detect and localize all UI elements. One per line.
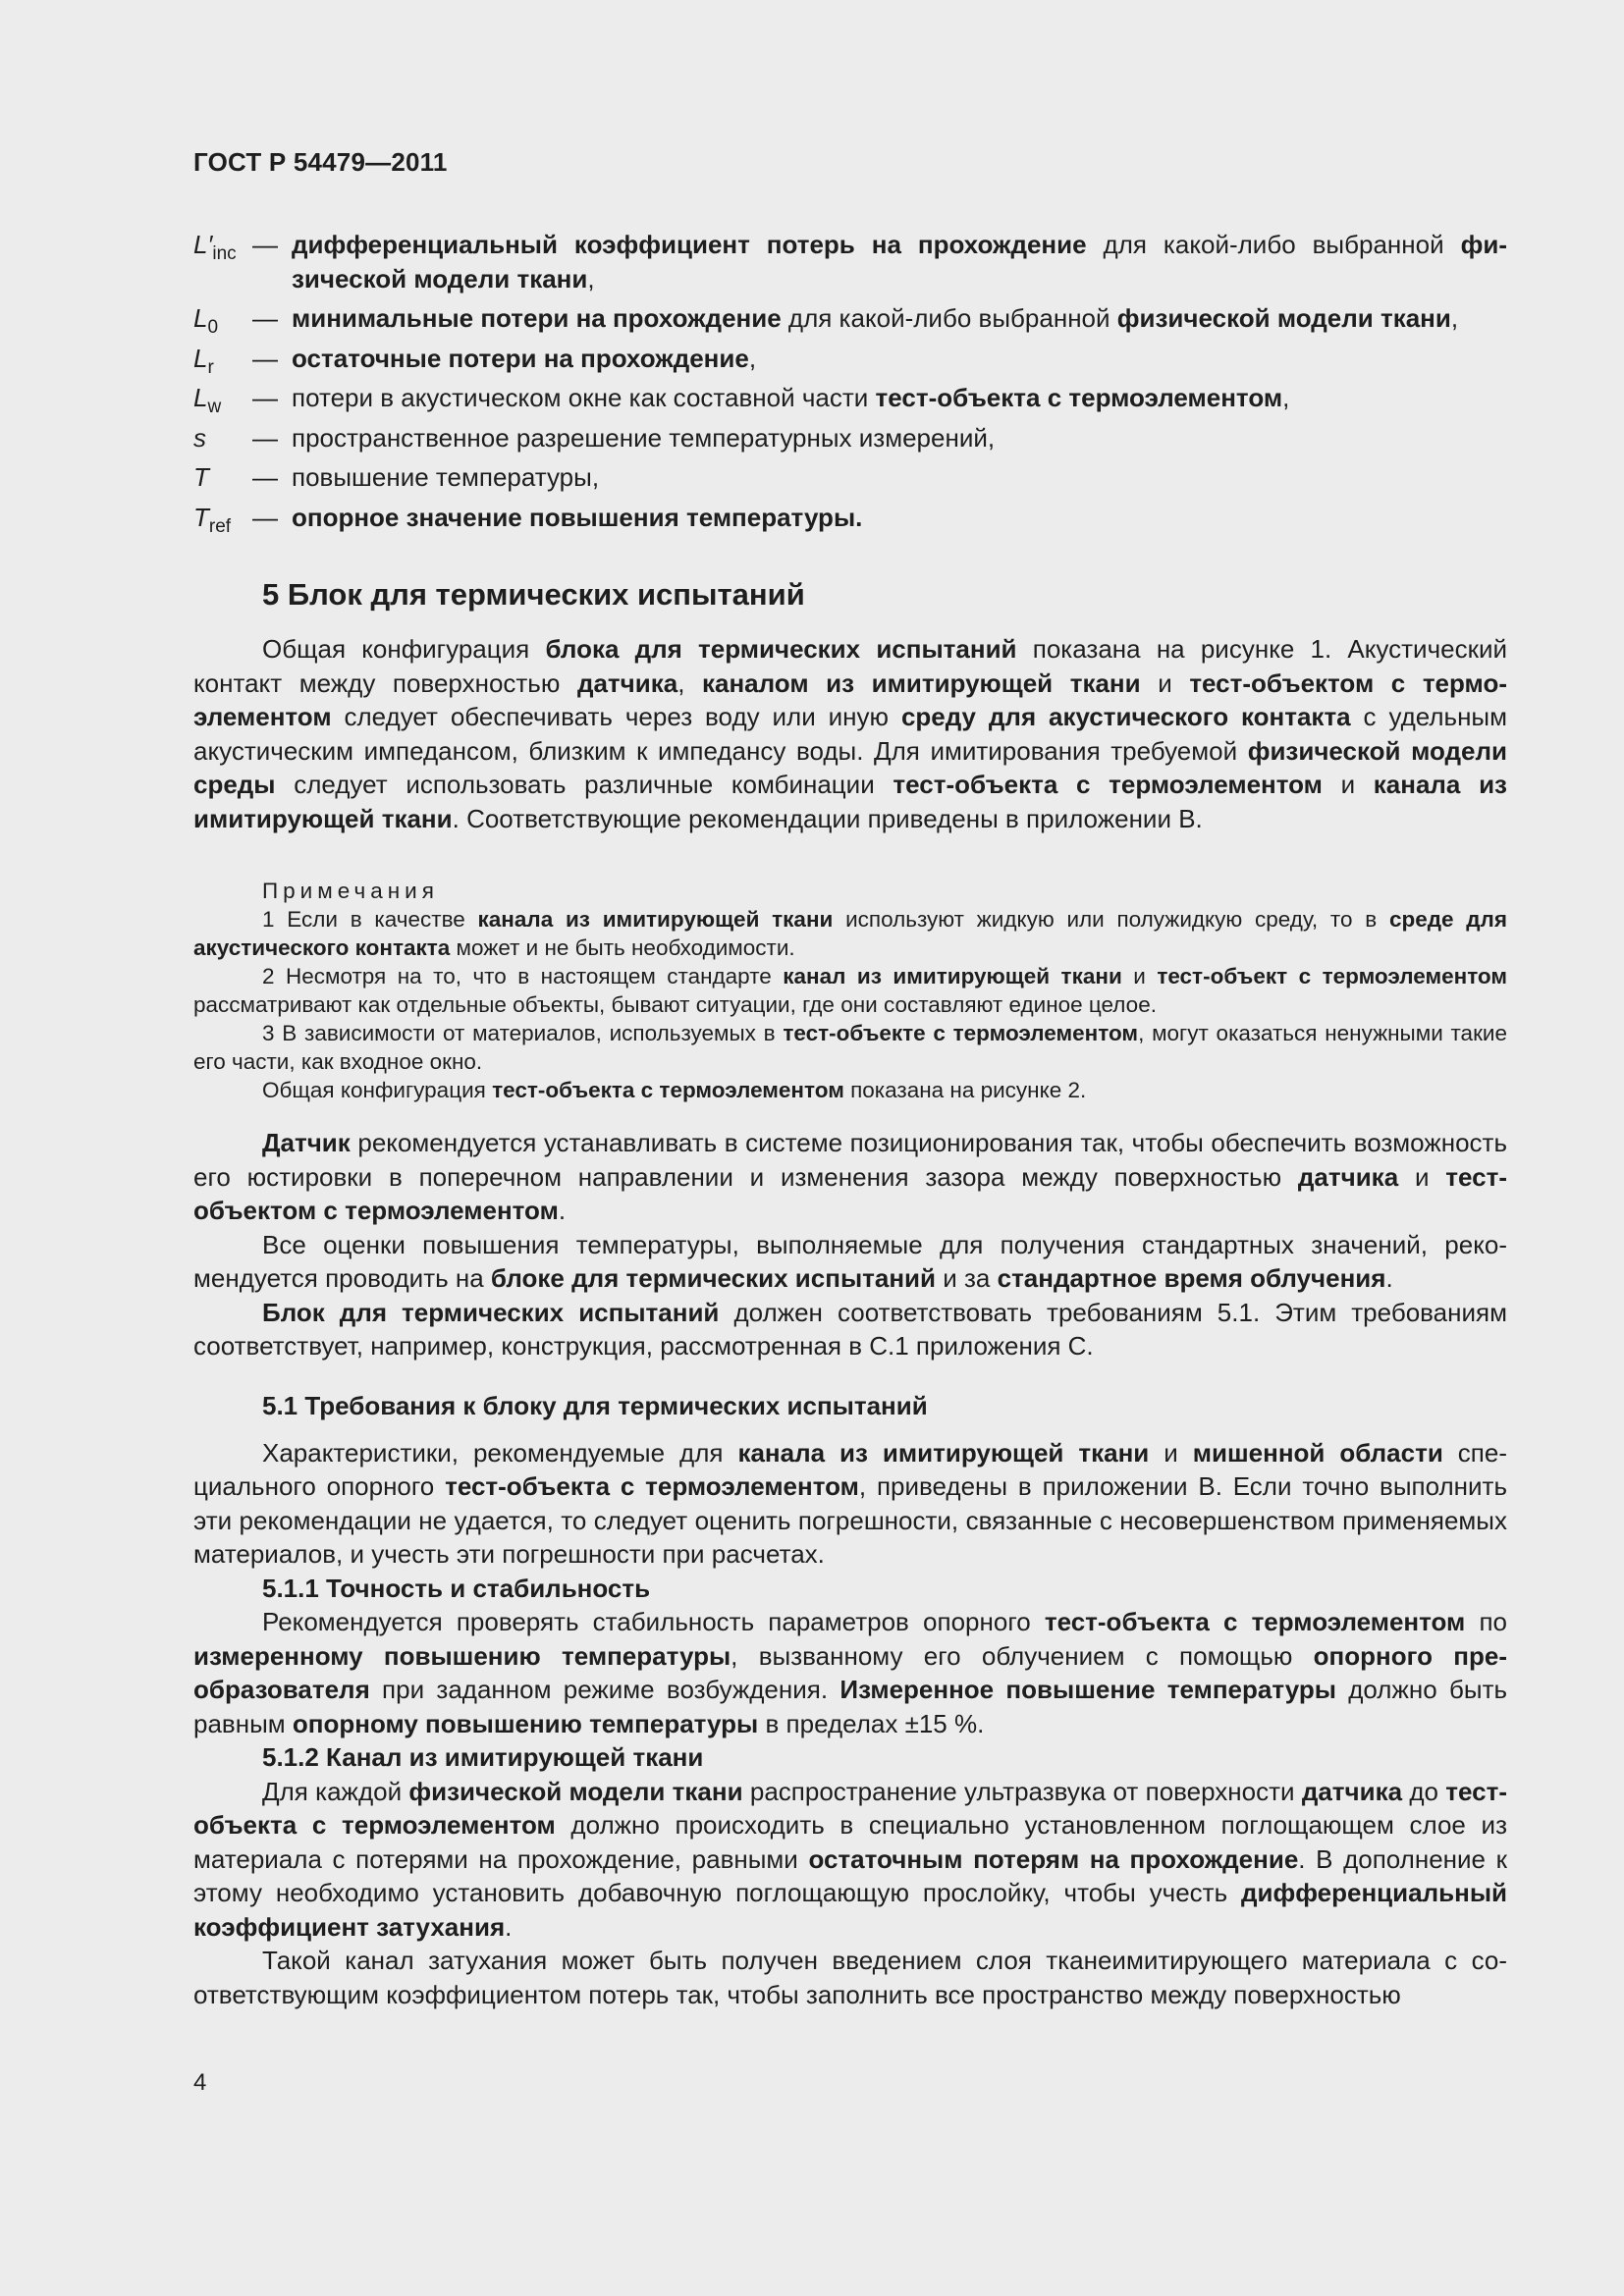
definition-item — [193, 301, 1507, 336]
section-5-1-2-paragraph: Для каждой физической модели ткани распространение ультразвука от поверхности датчика до тест-объекта с термоэлементом должно происходить в специально установленном поглощающем слое из материала с потерями на прохождение, равными остаточным потерям на прохождение. В дополнение к этому необходимо установить добавочную поглощающую прослойку, чтобы учесть дифференциальный коэффициент затухания. — [193, 1776, 1507, 1942]
definition-dash: — — [252, 422, 278, 453]
definition-symbol: $L_r$ — [193, 343, 214, 378]
definition-symbol: $L'_{inc}$ — [193, 230, 237, 264]
bold-term: дифференциальный коэффициент потерь на прохождение — [292, 230, 1087, 259]
bold-term: тест-объекта с термоэлементом — [1044, 1607, 1466, 1636]
definition-text: потери в акустическом окне как составной части тест-объекта с термоэлементом, — [292, 383, 1290, 412]
document-header: ГОСТ Р 54479—2011 — [193, 147, 448, 177]
definition-dash: — — [252, 462, 278, 492]
bold-term: опорному повышению температуры — [292, 1708, 759, 1738]
definition-dash: — — [252, 230, 278, 259]
bold-term: опорного преобразователя — [193, 1640, 1507, 1704]
definition-text: повышение температуры, — [292, 462, 600, 492]
definitions-list — [193, 228, 1507, 537]
document-body — [193, 228, 1507, 2011]
bold-term: тест-объекта с термоэлементом — [875, 383, 1283, 412]
definition-symbol: $T_{ref}$ — [193, 502, 232, 537]
definition-symbol: $L_w$ — [193, 383, 222, 417]
bold-term: физической модели ткани — [292, 230, 1507, 294]
bold-term: физической модели ткани — [408, 1776, 743, 1806]
definition-dash: — — [252, 383, 278, 412]
notes-title: Примечания — [262, 879, 439, 903]
bold-term: датчика — [1297, 1161, 1399, 1192]
bold-term: среде для акустического контакта — [193, 907, 1507, 960]
definition-text: минимальные потери на прохождение для какой-либо выбранной физической модели ткани, — [292, 303, 1459, 333]
bold-term: физической модели ткани — [1116, 303, 1451, 333]
definition-item — [193, 501, 1507, 535]
definition-symbol: T — [193, 462, 209, 492]
section-5-paragraph: Все оценки повышения температуры, выполняемые для получения стандартных значений, рекомендуется проводить на блоке для термических испытаний и за стандартное время облучения. — [193, 1229, 1507, 1293]
bold-term: датчика — [576, 667, 678, 698]
section-5-1-2-heading: 5.1.2 Канал из имитирующей ткани — [262, 1742, 704, 1772]
bold-term: Блок для термических испытаний — [262, 1297, 720, 1327]
definition-symbol: $L_0$ — [193, 303, 219, 338]
bold-term: остаточные потери на прохождение — [292, 343, 749, 373]
bold-term: тест-объектом с термоэлементом — [193, 667, 1507, 731]
notes-block — [193, 877, 1507, 1104]
bold-term: опорное значение повышения температуры. — [292, 502, 863, 532]
bold-term: датчика — [1301, 1776, 1403, 1806]
section-5-1-2-paragraph: Такой канал затухания может быть получен введением слоя тканеимитирующего материала с соответствующим коэффициентом потерь так, чтобы заполнить все пространство между поверхностью — [193, 1946, 1507, 2009]
bold-term: дифференциальный коэффициент затухания — [193, 1878, 1507, 1942]
bold-term: канал из имитирующей ткани — [783, 964, 1122, 988]
bold-term: тест-объекте с термоэлементом — [783, 1021, 1139, 1045]
section-5-paragraph: Блок для термических испытаний должен соответствовать требованиям 5.1. Этим требованиям соответствует, например, конструкция, рассмотренная в С.1 приложения С. — [193, 1297, 1507, 1361]
bold-term: каналом из имитирующей ткани — [702, 667, 1141, 698]
bold-term: Датчик — [262, 1128, 351, 1157]
bold-term: физической модели среды — [193, 735, 1507, 799]
definition-item — [193, 381, 1507, 415]
bold-term: канала из имитирующей ткани — [193, 770, 1507, 833]
bold-term: канала из имитирующей ткани — [477, 907, 834, 932]
bold-term: канала из имитирующей ткани — [737, 1437, 1150, 1468]
section-5-1-1-heading: 5.1.1 Точность и стабильность — [262, 1573, 651, 1603]
definition-text: пространственное разрешение температурных измерений, — [292, 422, 996, 453]
bold-term: тест-объектом с термоэлементом — [193, 1161, 1507, 1225]
bold-term: остаточным потерям на прохождение — [808, 1843, 1299, 1874]
bold-term: тест-объекта с термоэлементом — [445, 1471, 859, 1501]
section-5-paragraph: Датчик рекомендуется устанавливать в системе позиционирования так, чтобы обеспечить возможность его юстировки в поперечном направлении и изменения зазора между поверхностью датчика и тест-объектом с термоэлементом. — [193, 1128, 1507, 1225]
section-5-1-paragraph: Характеристики, рекомендуемые для канала из имитирующей ткани и мишенной области специального опорного тест-объекта с термоэлементом, приведены в приложении В. Если точно выполнить эти рекомендации не удается, то следует оценить погрешности, связанные с несовершенством применяемых материалов, и учесть эти погрешности при расчетах. — [193, 1437, 1508, 1569]
definition-item — [193, 228, 1507, 295]
definition-text: остаточные потери на прохождение, — [292, 343, 757, 373]
bold-term: тест-объекта с термоэлементом — [492, 1078, 844, 1102]
definition-text: дифференциальный коэффициент потерь на прохождение для какой-либо выбранной физической модели ткани, — [292, 230, 1507, 294]
bold-term: мишенной области — [1192, 1437, 1443, 1468]
bold-term: блока для термических испытаний — [545, 634, 1017, 664]
section-5-1-heading: 5.1 Требования к блоку для термических испытаний — [262, 1390, 928, 1420]
section-5-1-1-paragraph: Рекомендуется проверять стабильность параметров опорного тест-объекта с термоэлементом по измеренному повышению температуры, вызванному его облучением с помощью опорного преобразователя при заданном режиме возбуждения. Измеренное повышение температуры должно быть равным опорному повышению температуры в пределах ±15 %. — [193, 1607, 1508, 1738]
definition-symbol: s — [193, 422, 206, 453]
section-5-heading: 5 Блок для термических испытаний — [262, 577, 805, 612]
bold-term: измеренному повышению температуры — [193, 1640, 731, 1671]
bold-term: минимальные потери на прохождение — [292, 303, 782, 333]
bold-term: тест-объекта с термоэлементом — [893, 770, 1323, 799]
definition-item — [193, 460, 1507, 495]
page-number: 4 — [193, 2069, 207, 2096]
definition-text — [292, 501, 1507, 535]
note-1: 1 Если в качестве канала из имитирующей ткани используют жидкую или полужидкую среду, то в среде для акустического контакта может и не быть необходимости. — [193, 907, 1507, 960]
section-5-paragraph: Общая конфигурация блока для термических испытаний показана на рисунке 1. Акустический контакт между поверхностью датчика, каналом из имитирующей ткани и тест-объектом с термоэлементом следует обеспечивать через воду или иную среду для акустического контакта с удельным акустическим импедансом, близким к импедансу воды. Для имитирования требуемой физической модели среды следует использовать различные комбинации тест-объекта с термоэлементом и канала из имитирующей ткани. Соответствующие рекомендации приведены в приложении В. — [193, 634, 1507, 833]
bold-term: блоке для термических испытаний — [490, 1263, 937, 1293]
note-4: Общая конфигурация тест-объекта с термоэлементом показана на рисунке 2. — [262, 1078, 1087, 1102]
definition-item — [193, 342, 1507, 376]
bold-term: среду для акустического контакта — [900, 702, 1351, 731]
note-2: 2 Несмотря на то, что в настоящем стандарте канал из имитирующей ткани и тест-объект с термоэлементом рассматривают как отдельные объекты, бывают ситуации, где они составляют единое целое. — [193, 964, 1508, 1017]
bold-term: тест-объект с термоэлементом — [1157, 964, 1508, 988]
bold-term: Измеренное повышение температуры — [839, 1675, 1336, 1704]
definition-dash: — — [252, 343, 278, 373]
definition-dash: — — [252, 303, 278, 333]
definition-item — [193, 421, 1507, 455]
note-3: 3 В зависимости от материалов, используемых в тест-объекте с термоэлементом, могут оказаться ненужными такие его части, как входное окно. — [193, 1021, 1507, 1074]
bold-term: тест-объекта с термоэлементом — [193, 1776, 1507, 1840]
bold-term: стандартное время облучения — [997, 1263, 1386, 1293]
definition-dash: — — [252, 502, 278, 532]
